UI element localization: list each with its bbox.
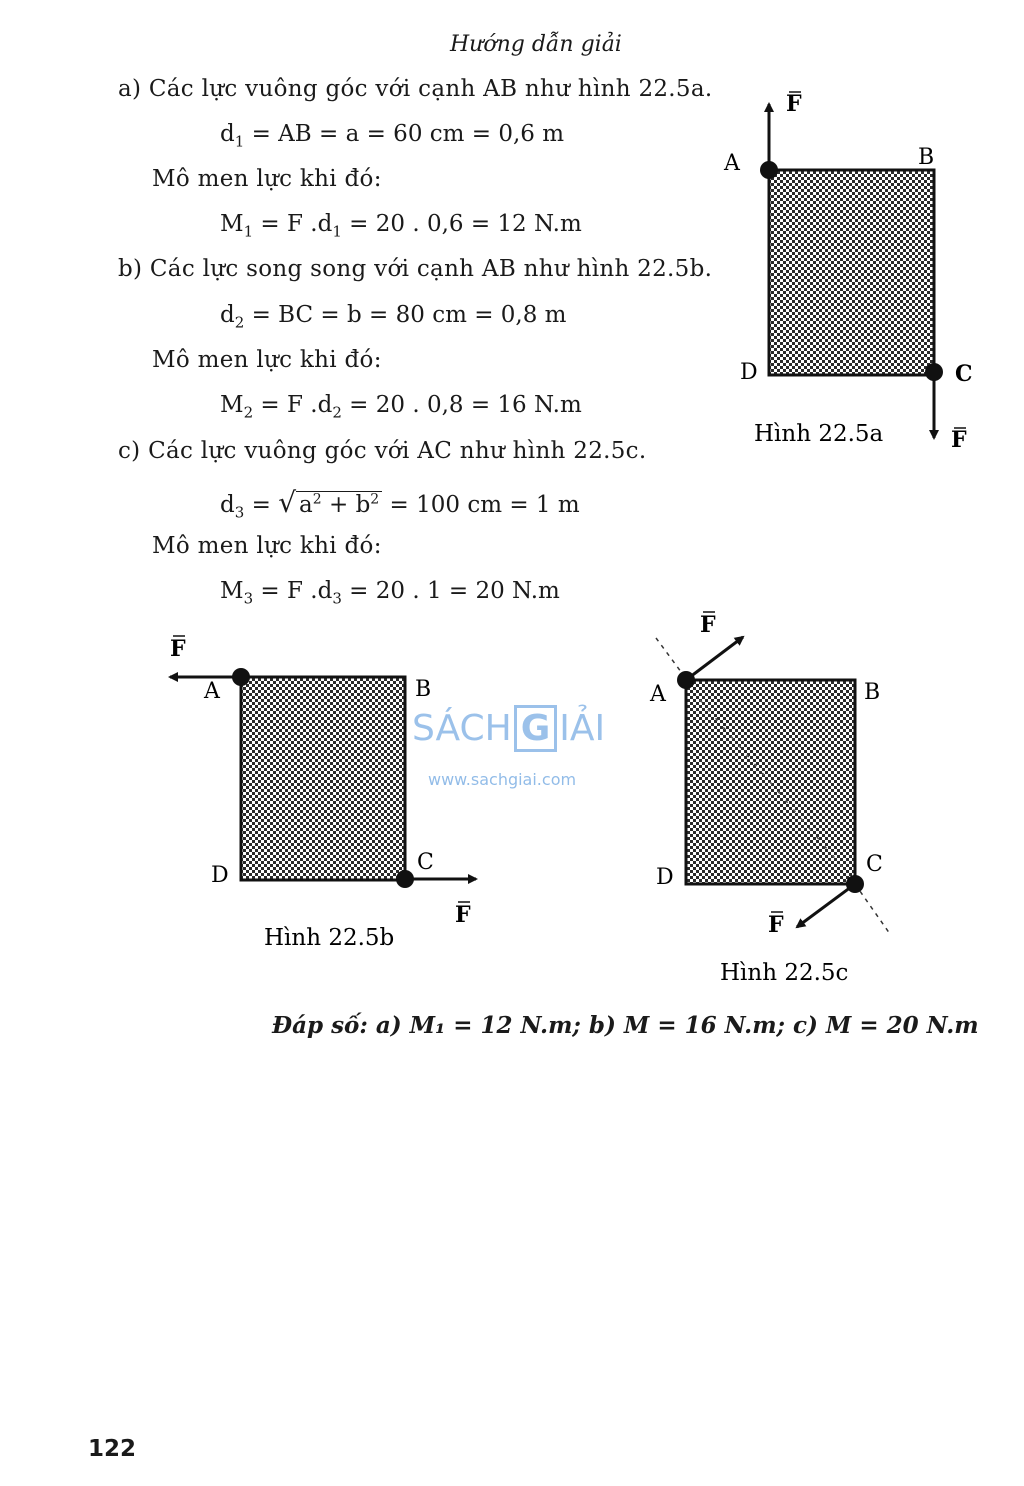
- label-force-fig-c-top: F: [700, 612, 716, 638]
- label-vertex-a-fig-c: A: [650, 682, 666, 707]
- force-arrow-c-top: [686, 637, 743, 680]
- part-b-moment-label: Mô men lực khi đó:: [152, 347, 382, 373]
- figure-22-5c: [649, 612, 890, 986]
- label-force-fig-a-bottom: F: [951, 427, 967, 453]
- equation-m3: $M_3 = F$ $.d_3 = 20$ . 1 = 20 N.m: [220, 578, 560, 608]
- label-vertex-b-fig-b: B: [415, 677, 432, 702]
- caption-fig-c: Hình 22.5c: [720, 960, 849, 986]
- part-c-intro: c) Các lực vuông góc với AC như hình 22.5c.: [118, 438, 647, 464]
- part-c-moment-label: Mô men lực khi đó:: [152, 533, 382, 559]
- point-c-fig-b: [396, 870, 414, 888]
- plate-a: [769, 170, 934, 375]
- caption-fig-a: Hình 22.5a: [754, 421, 884, 447]
- part-a-moment-label: Mô men lực khi đó:: [152, 166, 382, 192]
- label-vertex-d-fig-a: D: [740, 360, 758, 385]
- watermark-brand-right: IẢI: [559, 708, 606, 749]
- label-vertex-c-fig-b: C: [417, 850, 434, 875]
- label-force-fig-b-top: F: [170, 636, 186, 662]
- label-vertex-a-fig-b: A: [204, 679, 220, 704]
- label-force-fig-c-bottom: F: [768, 912, 784, 938]
- equation-d3: $d_3$ = √ $a^2 + b^2 = 100$ cm = 1 m: [220, 486, 580, 522]
- label-vertex-c-fig-c: C: [866, 852, 883, 877]
- equation-d2: $d_2$ = BC = b = 80 cm = 0,8 m: [220, 302, 567, 332]
- caption-fig-b: Hình 22.5b: [264, 925, 395, 951]
- force-arrow-c-bottom: [797, 884, 855, 927]
- equation-m2: $M_2 = F$ $.d_2 = 20$ . 0,8 = 16 N.m: [220, 392, 582, 422]
- figure-22-5a: [723, 91, 973, 453]
- label-force-fig-a-top: F: [786, 91, 802, 117]
- part-a-intro: a) Các lực vuông góc với cạnh AB như hình 22.5a.: [118, 76, 713, 102]
- label-vertex-d-fig-c: D: [656, 865, 674, 890]
- diagonal-extension-bottom: [855, 884, 890, 934]
- label-vertex-d-fig-b: D: [211, 863, 229, 888]
- part-b-intro: b) Các lực song song với cạnh AB như hình 22.5b.: [118, 256, 713, 282]
- watermark-brand-left: SÁCH: [412, 708, 512, 749]
- point-a-fig-b: [232, 668, 250, 686]
- figure-22-5b: [170, 636, 476, 951]
- watermark-brand-mid: G: [514, 705, 558, 752]
- label-vertex-a-fig-a: A: [724, 151, 740, 176]
- final-answer: Đáp số: a) M₁ = 12 N.m; b) M = 16 N.m; c) M = 20 N.m: [272, 1012, 979, 1039]
- plate-b: [241, 677, 405, 880]
- point-c-fig-c: [846, 875, 864, 893]
- label-vertex-b-fig-a: B: [918, 145, 935, 170]
- equation-d1: $d_1$ = AB = a = 60 cm = 0,6 m: [220, 121, 565, 151]
- equation-m1: $M_1 = F$ $.d_1 = 20$ . 0,6 = 12 N.m: [220, 211, 582, 241]
- point-c-fig-a: [925, 363, 943, 381]
- watermark-url: www.sachgiai.com: [428, 770, 577, 789]
- page-number: 122: [88, 1436, 137, 1462]
- label-force-fig-b-bottom: F: [455, 902, 471, 928]
- label-vertex-c-fig-a: C: [955, 361, 973, 387]
- label-vertex-b-fig-c: B: [864, 680, 881, 705]
- point-a-fig-c: [677, 671, 695, 689]
- section-heading: Hướng dẫn giải: [450, 32, 622, 57]
- point-a-fig-a: [760, 161, 778, 179]
- watermark-logo: [412, 708, 605, 749]
